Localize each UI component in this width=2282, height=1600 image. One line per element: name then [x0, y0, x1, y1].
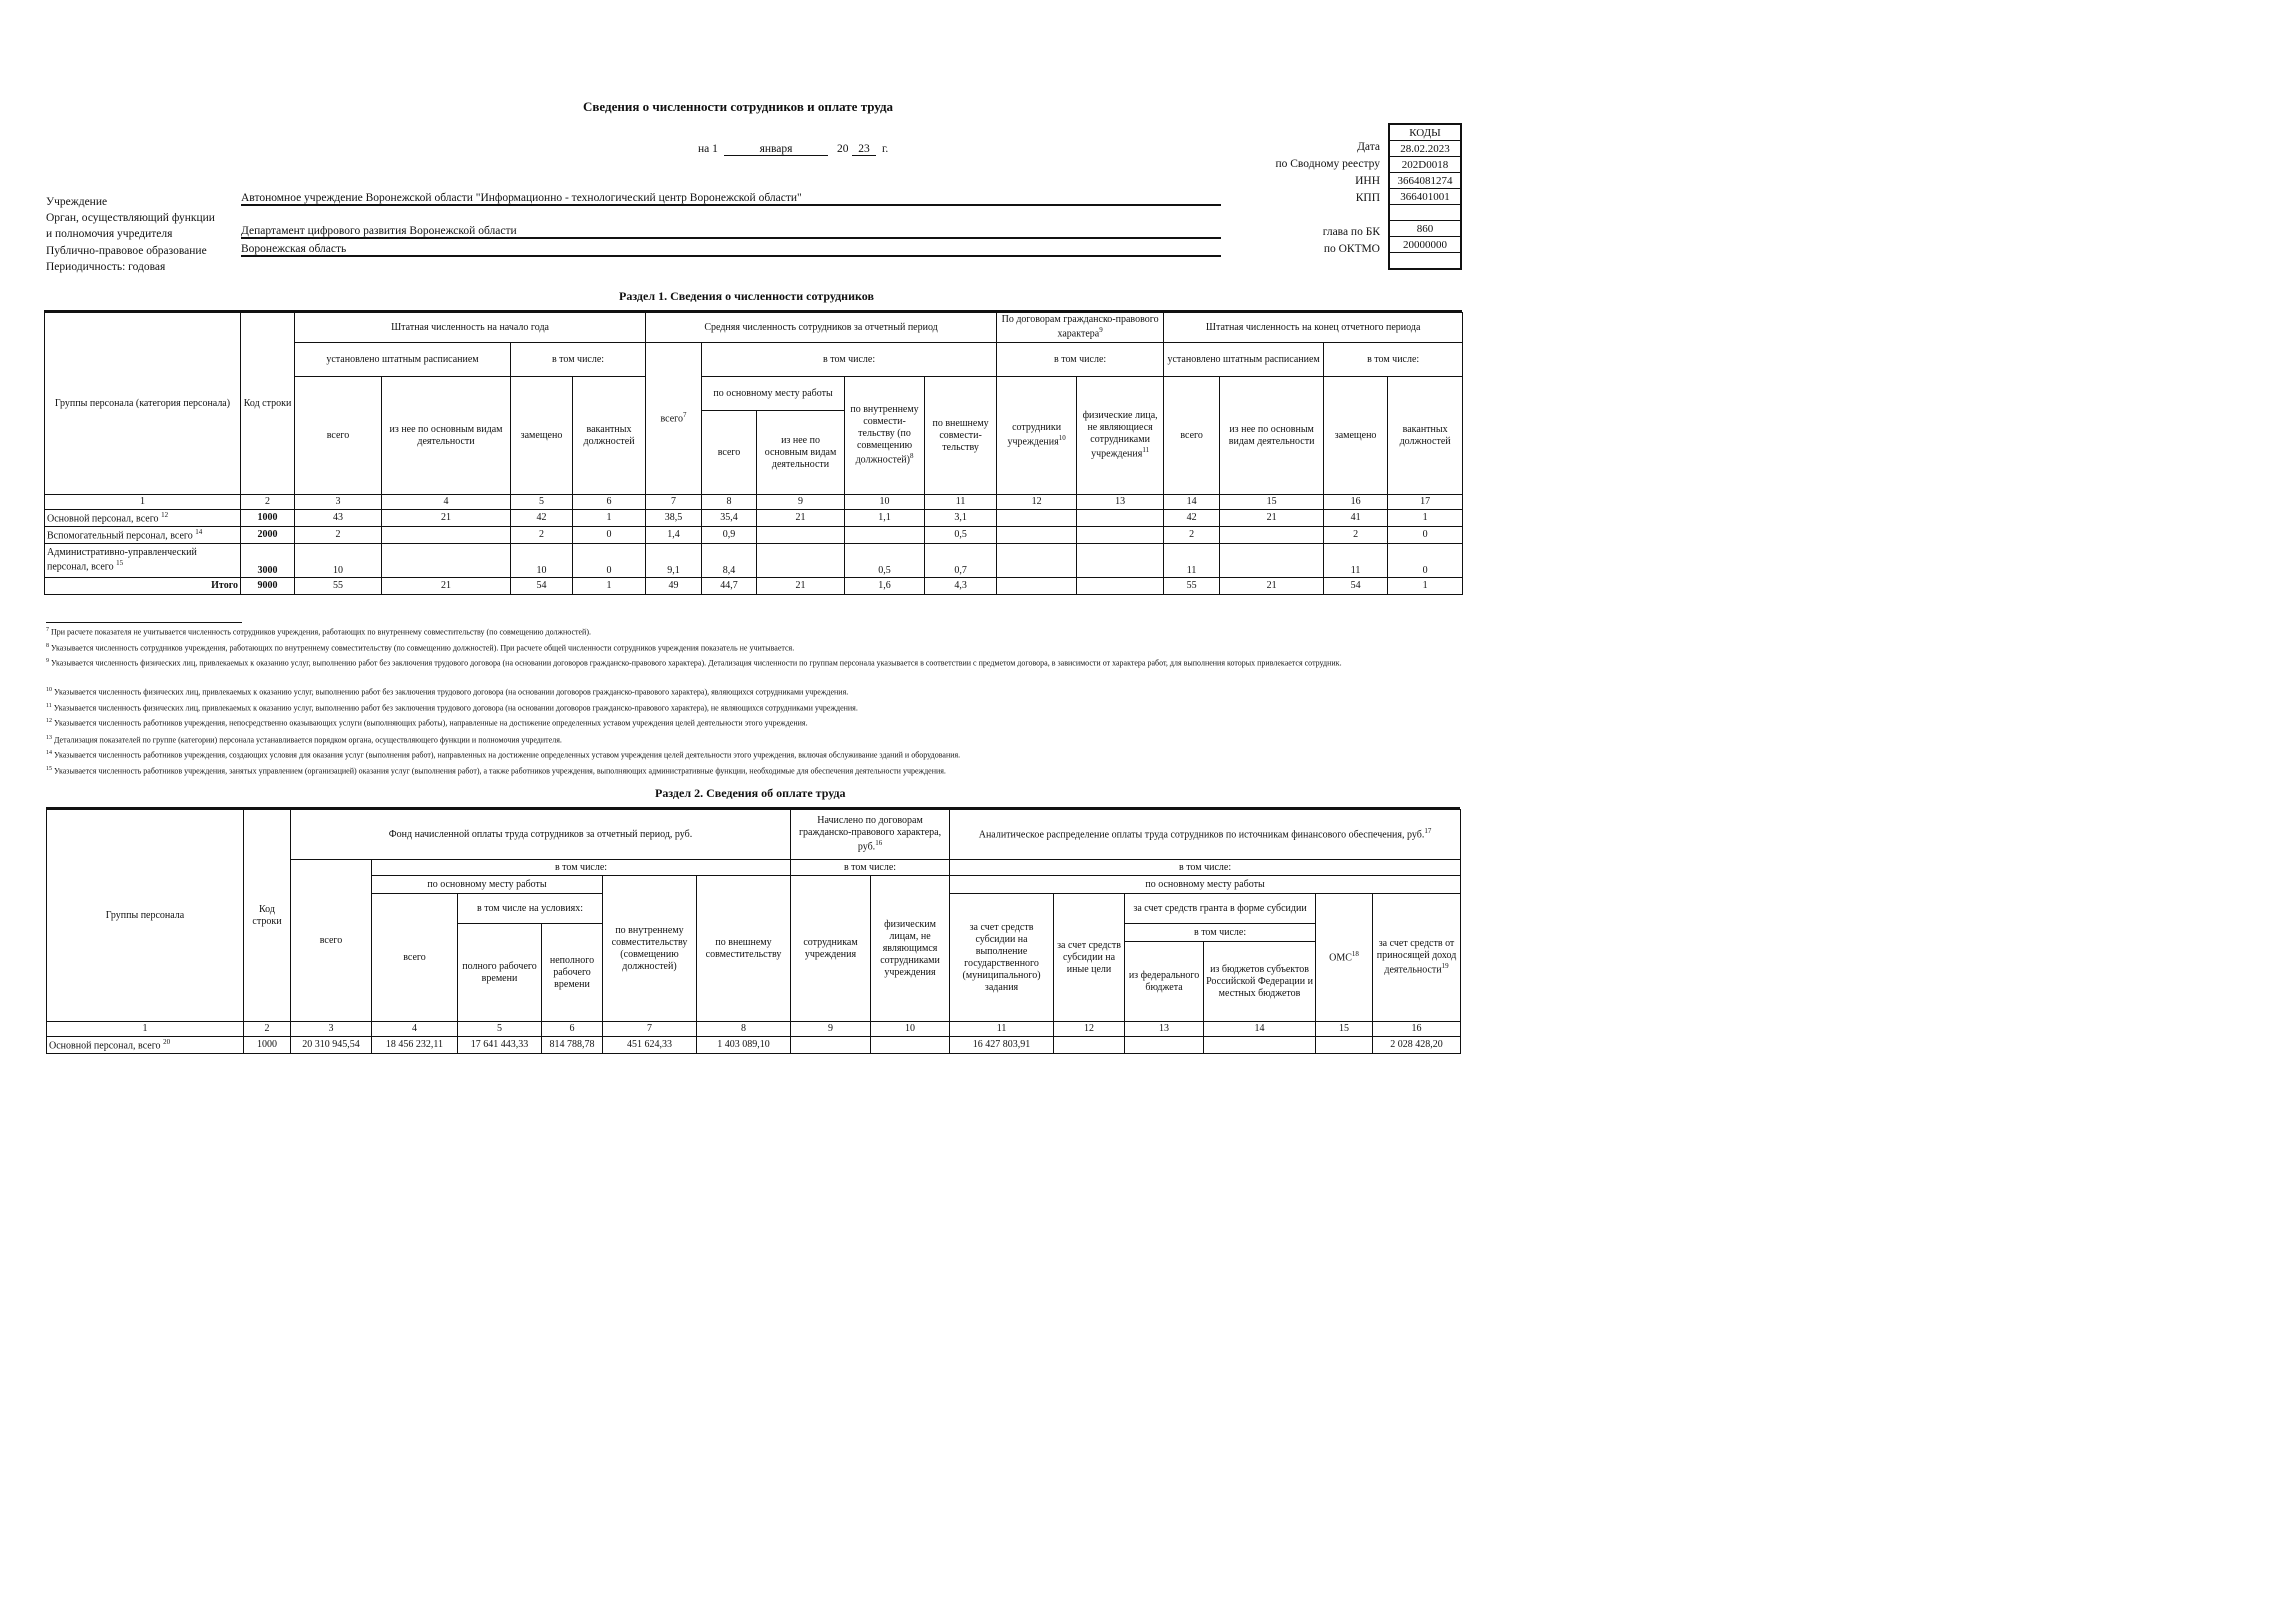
founder-label-2: и полномочия учредителя	[46, 228, 173, 240]
s2-col-number: 12	[1054, 1022, 1125, 1037]
s2-h-code: Код строки	[244, 810, 291, 1022]
s2-h-full: полного рабочего времени	[458, 924, 542, 1022]
s1-h-individuals	[1077, 377, 1164, 495]
s1-cell: 2	[511, 527, 573, 544]
code-value-blank	[1389, 253, 1461, 270]
s2-col-number: 11	[950, 1022, 1054, 1037]
s1-h-employees	[997, 377, 1077, 495]
institution-value: Автономное учреждение Воронежской области "Информационно - технологический центр Воронежской области"	[241, 192, 1221, 206]
s2-h-gph-text: Начислено по договорам гражданско-правового характера, руб.	[798, 815, 942, 853]
s1-cell	[1077, 578, 1164, 595]
s1-cell: 0,5	[845, 544, 925, 578]
s2-h-employees: сотрудникам учреждения	[791, 876, 871, 1022]
s1-row-name-text: Итого	[211, 580, 238, 591]
s1-cell: 1,1	[845, 510, 925, 527]
s2-cell: 1 403 089,10	[697, 1037, 791, 1054]
footnote	[46, 718, 808, 729]
s1-cell: 2	[1324, 527, 1388, 544]
s1-row-name-text: Административно-управленческий персонал, всего	[47, 547, 197, 573]
date-suffix: г.	[882, 143, 889, 155]
s1-cell	[757, 544, 845, 578]
s2-row-name-text: Основной персонал, всего	[49, 1040, 161, 1052]
footnote-rule	[46, 622, 242, 623]
s1-row-sup: 14	[195, 527, 203, 536]
s1-table-row	[45, 527, 1463, 544]
s2-cell: 1000	[244, 1037, 291, 1054]
s2-col-number: 5	[458, 1022, 542, 1037]
s1-col-number: 2	[241, 495, 295, 510]
s1-col-number: 10	[845, 495, 925, 510]
s1-row-sup: 12	[161, 510, 169, 519]
s1-h-code: Код строки	[241, 313, 295, 495]
s1-h-external: по внешнему совмести-тельству	[925, 377, 997, 495]
s1-cell: 1,4	[646, 527, 702, 544]
s2-h-main-place2: по основному месту работы	[950, 876, 1461, 894]
code-value-bk: 860	[1389, 221, 1461, 237]
s1-h-employees-sup: 10	[1058, 434, 1066, 443]
s2-h-oms-text: ОМС	[1329, 952, 1352, 964]
s2-h-main-place: по основному месту работы	[372, 876, 603, 894]
s2-cell: 17 641 443,33	[458, 1037, 542, 1054]
s2-h-incl-b: в том числе:	[791, 860, 950, 876]
s1-row-name	[45, 544, 241, 578]
periodicity: Периодичность: годовая	[46, 261, 166, 273]
s1-cell: 1000	[241, 510, 295, 527]
s1-h-main-place: по основному месту работы	[702, 377, 845, 411]
s2-cell	[871, 1037, 950, 1054]
s1-h-avg-total-sup: 7	[683, 411, 687, 420]
s1-h-end-vacant: вакантных должностей	[1388, 377, 1463, 495]
s2-col-number: 8	[697, 1022, 791, 1037]
s1-cell: 54	[1324, 578, 1388, 595]
footnote-number: 9	[46, 658, 49, 664]
code-label-oktmo: по ОКТМО	[1323, 243, 1380, 255]
s1-h-established2: установлено штатным расписанием	[1164, 343, 1324, 377]
s1-col-number: 14	[1164, 495, 1220, 510]
code-value-oktmo: 20000000	[1389, 237, 1461, 253]
s1-cell: 10	[511, 544, 573, 578]
footnote	[46, 750, 960, 761]
date-month: января	[724, 143, 828, 156]
s2-h-conditions: в том числе на условиях:	[458, 894, 603, 924]
s2-h-income	[1373, 894, 1461, 1022]
s1-cell: 0	[573, 544, 646, 578]
s2-col-number: 14	[1204, 1022, 1316, 1037]
s1-h-incl-c: в том числе:	[997, 343, 1164, 377]
s1-h-end-total: всего	[1164, 377, 1220, 495]
code-label-bk: глава по БК	[1322, 226, 1380, 238]
code-label-empty	[1200, 207, 1380, 224]
s1-cell: 11	[1324, 544, 1388, 578]
code-label-kpp: КПП	[1355, 192, 1380, 204]
s2-cell: 451 624,33	[603, 1037, 697, 1054]
footnote	[46, 627, 591, 638]
s1-col-number: 5	[511, 495, 573, 510]
s1-cell: 3000	[241, 544, 295, 578]
s1-cell	[845, 527, 925, 544]
s1-col-number: 15	[1220, 495, 1324, 510]
s1-cell: 2000	[241, 527, 295, 544]
s1-cell: 10	[295, 544, 382, 578]
code-label-date: Дата	[1357, 141, 1380, 153]
s1-cell: 44,7	[702, 578, 757, 595]
s1-h-gph-sup: 9	[1099, 326, 1103, 335]
s1-cell	[382, 544, 511, 578]
s1-cell	[997, 510, 1077, 527]
footnote-number: 7	[46, 627, 49, 633]
s1-h-gph-text: По договорам гражданско-правового характера	[1001, 314, 1159, 340]
s1-cell	[1077, 544, 1164, 578]
footnote-number: 15	[46, 766, 52, 772]
s1-cell: 0,9	[702, 527, 757, 544]
s2-cell: 814 788,78	[542, 1037, 603, 1054]
s2-cell: 20 310 945,54	[291, 1037, 372, 1054]
footnote-text: Указывается численность работников учреждения, занятых управлением (организацией) оказания услуг (выполнения работ), а также работников учреждения, выполняющих административные функции, необходимые для обеспечения деятельности учреждения.	[54, 766, 946, 776]
s2-col-number: 2	[244, 1022, 291, 1037]
s1-h-staff-end: Штатная численность на конец отчетного периода	[1164, 313, 1463, 343]
s2-h-oms-sup: 18	[1351, 950, 1359, 959]
s1-col-number: 1	[45, 495, 241, 510]
s1-cell: 43	[295, 510, 382, 527]
s2-h-internal: по внутреннему совместительству (совмещению должностей)	[603, 876, 697, 1022]
s1-h-end-filled: замещено	[1324, 377, 1388, 495]
s1-row-sup: 15	[116, 559, 124, 568]
s1-h-incl-d: в том числе:	[1324, 343, 1463, 377]
s1-cell: 8,4	[702, 544, 757, 578]
s2-cell	[1054, 1037, 1125, 1054]
s1-h-avg-total	[646, 343, 702, 495]
s1-col-number: 9	[757, 495, 845, 510]
s1-h-avg-total-text: всего	[660, 413, 684, 425]
s1-h-end-main: из нее по основным видам деятельности	[1220, 377, 1324, 495]
s1-cell: 21	[1220, 578, 1324, 595]
s1-row-name-text: Основной персонал, всего	[47, 513, 159, 525]
s1-cell: 1	[1388, 578, 1463, 595]
s2-h-fund: Фонд начисленной оплаты труда сотрудников за отчетный период, руб.	[291, 810, 791, 860]
footnote-text: Указывается численность физических лиц, привлекаемых к оказанию услуг, выполнению работ без заключения трудового договора (на основании договоров гражданско-правового характера), не являющихся сотрудниками учреждения.	[53, 703, 858, 713]
s1-table-row	[45, 544, 1463, 578]
s1-h-internal-sup: 8	[909, 452, 914, 461]
s1-cell: 55	[295, 578, 382, 595]
s1-cell: 1	[573, 578, 646, 595]
s2-cell	[791, 1037, 871, 1054]
s1-cell: 0,5	[925, 527, 997, 544]
footnote-number: 13	[46, 735, 52, 741]
s2-h-groups: Группы персонала	[47, 810, 244, 1022]
s1-cell: 0	[573, 527, 646, 544]
footnote-number: 12	[46, 718, 52, 724]
s2-col-number: 6	[542, 1022, 603, 1037]
s1-h-avg: Средняя численность сотрудников за отчетный период	[646, 313, 997, 343]
s2-col-number: 4	[372, 1022, 458, 1037]
code-value-inn: 3664081274	[1389, 173, 1461, 189]
s1-row-name-text: Вспомогательный персонал, всего	[47, 530, 193, 542]
s2-h-incl-c: в том числе:	[950, 860, 1461, 876]
code-label-inn: ИНН	[1355, 175, 1380, 187]
footnote	[46, 703, 858, 714]
founder-label-1: Орган, осуществляющий функции	[46, 212, 215, 224]
s2-row-sup: 20	[163, 1037, 171, 1046]
s1-h-groups: Группы персонала (категория персонала)	[45, 313, 241, 495]
s1-h-start-total: всего	[295, 377, 382, 495]
s2-col-number: 7	[603, 1022, 697, 1037]
s1-h-gph	[997, 313, 1164, 343]
s2-col-number: 15	[1316, 1022, 1373, 1037]
footnote-text: При расчете показателя не учитывается численность сотрудников учреждения, работающих по внутреннему совместительству (по совмещению должностей).	[51, 627, 592, 637]
s1-cell: 42	[511, 510, 573, 527]
s2-h-main-total: всего	[372, 894, 458, 1022]
s2-row-name	[47, 1037, 244, 1054]
s1-cell: 1	[1388, 510, 1463, 527]
s2-col-number: 9	[791, 1022, 871, 1037]
s1-cell	[1077, 527, 1164, 544]
date-year: 23	[852, 143, 876, 156]
date-year-prefix: 20	[837, 143, 849, 155]
s1-h-start-filled: замещено	[511, 377, 573, 495]
s1-table-row	[45, 578, 1463, 595]
s2-h-gph-sup: 16	[875, 839, 883, 848]
s1-cell: 42	[1164, 510, 1220, 527]
ppo-value: Воронежская область	[241, 243, 1221, 257]
s1-cell	[997, 578, 1077, 595]
s1-row-name	[45, 578, 241, 595]
s1-h-internal	[845, 377, 925, 495]
codes-table	[1388, 123, 1462, 270]
s2-h-part: неполного рабочего времени	[542, 924, 603, 1022]
section2-title: Раздел 2. Сведения об оплате труда	[655, 786, 846, 800]
s1-col-number: 12	[997, 495, 1077, 510]
s1-h-incl-a: в том числе:	[511, 343, 646, 377]
s2-h-regional: из бюджетов субъектов Российской Федерации и местных бюджетов	[1204, 942, 1316, 1022]
s1-h-main-sub: из нее по основным видам деятельности	[757, 411, 845, 495]
footnote-text: Указывается численность физических лиц, привлекаемых к оказанию услуг, выполнению работ без заключения трудового договора (на основании договоров гражданско-правового характера). Детализация численности по группам персонала указывается в соответствии с предметом договора, в зависимости от характера работ, для выполнения которых привлекается сотрудник.	[51, 658, 1342, 668]
s2-col-number: 1	[47, 1022, 244, 1037]
footnote-number: 14	[46, 750, 52, 756]
s1-cell: 0,7	[925, 544, 997, 578]
s1-cell: 35,4	[702, 510, 757, 527]
s2-h-subsidy-other: за счет средств субсидии на иные цели	[1054, 894, 1125, 1022]
s1-col-number: 3	[295, 495, 382, 510]
s1-col-number: 16	[1324, 495, 1388, 510]
s2-cell	[1204, 1037, 1316, 1054]
s1-col-number: 7	[646, 495, 702, 510]
s1-cell: 4,3	[925, 578, 997, 595]
footnote-text: Детализация показателей по группе (категории) персонала устанавливается порядком органа, осуществляющего функции и полномочия учредителя.	[54, 735, 562, 745]
s1-cell: 41	[1324, 510, 1388, 527]
s1-cell: 21	[1220, 510, 1324, 527]
s1-cell: 2	[1164, 527, 1220, 544]
s1-cell: 11	[1164, 544, 1220, 578]
s1-h-established: установлено штатным расписанием	[295, 343, 511, 377]
footnote	[46, 735, 562, 746]
footnote	[46, 643, 794, 654]
section2-table	[46, 809, 1461, 1054]
s1-cell: 2	[295, 527, 382, 544]
s1-cell: 0	[1388, 544, 1463, 578]
s2-h-external: по внешнему совместительству	[697, 876, 791, 1022]
founder-value: Департамент цифрового развития Воронежской области	[241, 225, 1221, 239]
footnote-text: Указывается численность физических лиц, привлекаемых к оказанию услуг, выполнению работ без заключения трудового договора (на основании договоров гражданско-правового характера), являющихся сотрудниками учреждения.	[54, 687, 849, 697]
footnote-number: 10	[46, 687, 52, 693]
s2-cell: 18 456 232,11	[372, 1037, 458, 1054]
s2-h-gph	[791, 810, 950, 860]
s2-h-oms	[1316, 894, 1373, 1022]
s1-h-individuals-text: физические лица, не являющиеся сотрудниками учреждения	[1082, 410, 1158, 460]
codes-header: КОДЫ	[1389, 124, 1461, 141]
s1-h-internal-text: по внутреннему совмести-тельству (по совмещению должностей)	[850, 404, 919, 466]
s1-row-name	[45, 510, 241, 527]
section1-title: Раздел 1. Сведения о численности сотрудников	[619, 289, 874, 303]
s1-h-incl-b: в том числе:	[702, 343, 997, 377]
s2-h-income-sup: 19	[1441, 962, 1449, 971]
s1-cell: 9000	[241, 578, 295, 595]
footnote-text: Указывается численность работников учреждения, создающих условия для оказания услуг (выполнения работ), направленных на достижение определенных уставом учреждения целей деятельности этого учреждения, включая обслуживание зданий и оборудования.	[54, 750, 961, 760]
s2-h-total: всего	[291, 860, 372, 1022]
s2-col-number: 16	[1373, 1022, 1461, 1037]
s1-cell: 9,1	[646, 544, 702, 578]
s1-cell: 21	[757, 510, 845, 527]
s1-cell: 49	[646, 578, 702, 595]
s1-cell	[1220, 527, 1324, 544]
s2-col-number: 3	[291, 1022, 372, 1037]
s1-cell: 21	[382, 510, 511, 527]
s2-cell	[1125, 1037, 1204, 1054]
s1-col-number: 8	[702, 495, 757, 510]
s2-h-analytic-sup: 17	[1424, 827, 1432, 836]
s2-table-row	[47, 1037, 1461, 1054]
s1-cell	[997, 544, 1077, 578]
ppo-label: Публично-правовое образование	[46, 245, 207, 257]
date-prefix: на 1	[698, 143, 718, 155]
s2-h-grant: за счет средств гранта в форме субсидии	[1125, 894, 1316, 924]
s1-h-start-main: из нее по основным видам деятельности	[382, 377, 511, 495]
s1-cell: 1,6	[845, 578, 925, 595]
s2-h-subsidy-task: за счет средств субсидии на выполнение государственного (муниципального) задания	[950, 894, 1054, 1022]
s2-h-federal: из федерального бюджета	[1125, 942, 1204, 1022]
code-value-kpp: 366401001	[1389, 189, 1461, 205]
s1-cell: 21	[382, 578, 511, 595]
s2-h-analytic	[950, 810, 1461, 860]
s1-cell	[997, 527, 1077, 544]
s1-cell: 0	[1388, 527, 1463, 544]
s1-cell	[1220, 544, 1324, 578]
s1-cell: 55	[1164, 578, 1220, 595]
code-value-registry: 202D0018	[1389, 157, 1461, 173]
s1-col-number: 17	[1388, 495, 1463, 510]
s1-h-employees-text: сотрудники учреждения	[1007, 422, 1062, 448]
s2-cell: 16 427 803,91	[950, 1037, 1054, 1054]
s1-h-main-total: всего	[702, 411, 757, 495]
footnote	[46, 658, 1426, 669]
footnote	[46, 766, 946, 777]
code-label-registry: по Сводному реестру	[1275, 158, 1380, 170]
s1-cell: 54	[511, 578, 573, 595]
code-value-date: 28.02.2023	[1389, 141, 1461, 157]
s1-h-staff-start: Штатная численность на начало года	[295, 313, 646, 343]
s2-cell: 2 028 428,20	[1373, 1037, 1461, 1054]
s1-col-number: 4	[382, 495, 511, 510]
s1-cell	[757, 527, 845, 544]
s2-h-income-text: за счет средств от приносящей доход деятельности	[1376, 938, 1457, 976]
s2-h-individuals: физическим лицам, не являющимся сотрудниками учреждения	[871, 876, 950, 1022]
s1-cell	[382, 527, 511, 544]
s1-cell: 21	[757, 578, 845, 595]
s2-col-number: 13	[1125, 1022, 1204, 1037]
s1-col-number: 6	[573, 495, 646, 510]
s2-h-incl-d: в том числе:	[1125, 924, 1316, 942]
code-value-empty	[1389, 205, 1461, 221]
codes-labels	[1200, 139, 1380, 258]
footnote-number: 8	[46, 643, 49, 649]
s1-cell: 3,1	[925, 510, 997, 527]
document-title: Сведения о численности сотрудников и оплате труда	[583, 99, 894, 114]
s2-col-number: 10	[871, 1022, 950, 1037]
s1-h-individuals-sup: 11	[1142, 446, 1150, 455]
s2-h-incl-a: в том числе:	[372, 860, 791, 876]
footnote-text: Указывается численность сотрудников учреждения, работающих по внутреннему совместительству (по совмещению должностей). При расчете общей численности сотрудников учреждения показатель не учитывается.	[51, 643, 795, 653]
s1-table-row	[45, 510, 1463, 527]
footnote-text: Указывается численность работников учреждения, непосредственно оказывающих услуги (выполняющих работы), направленные на достижение определенных уставом учреждения целей деятельности этого учреждения.	[54, 718, 808, 728]
section1-table	[44, 312, 1463, 595]
s2-cell	[1316, 1037, 1373, 1054]
footnote-number: 11	[46, 703, 52, 709]
s2-h-analytic-text: Аналитическое распределение оплаты труда сотрудников по источникам финансового обеспечения, руб.	[978, 829, 1425, 841]
s1-cell	[1077, 510, 1164, 527]
s1-col-number: 11	[925, 495, 997, 510]
s1-cell: 1	[573, 510, 646, 527]
s1-row-name	[45, 527, 241, 544]
institution-label: Учреждение	[46, 196, 108, 208]
footnote	[46, 687, 848, 698]
s1-col-number: 13	[1077, 495, 1164, 510]
s1-h-start-vacant: вакантных должностей	[573, 377, 646, 495]
s1-cell: 38,5	[646, 510, 702, 527]
